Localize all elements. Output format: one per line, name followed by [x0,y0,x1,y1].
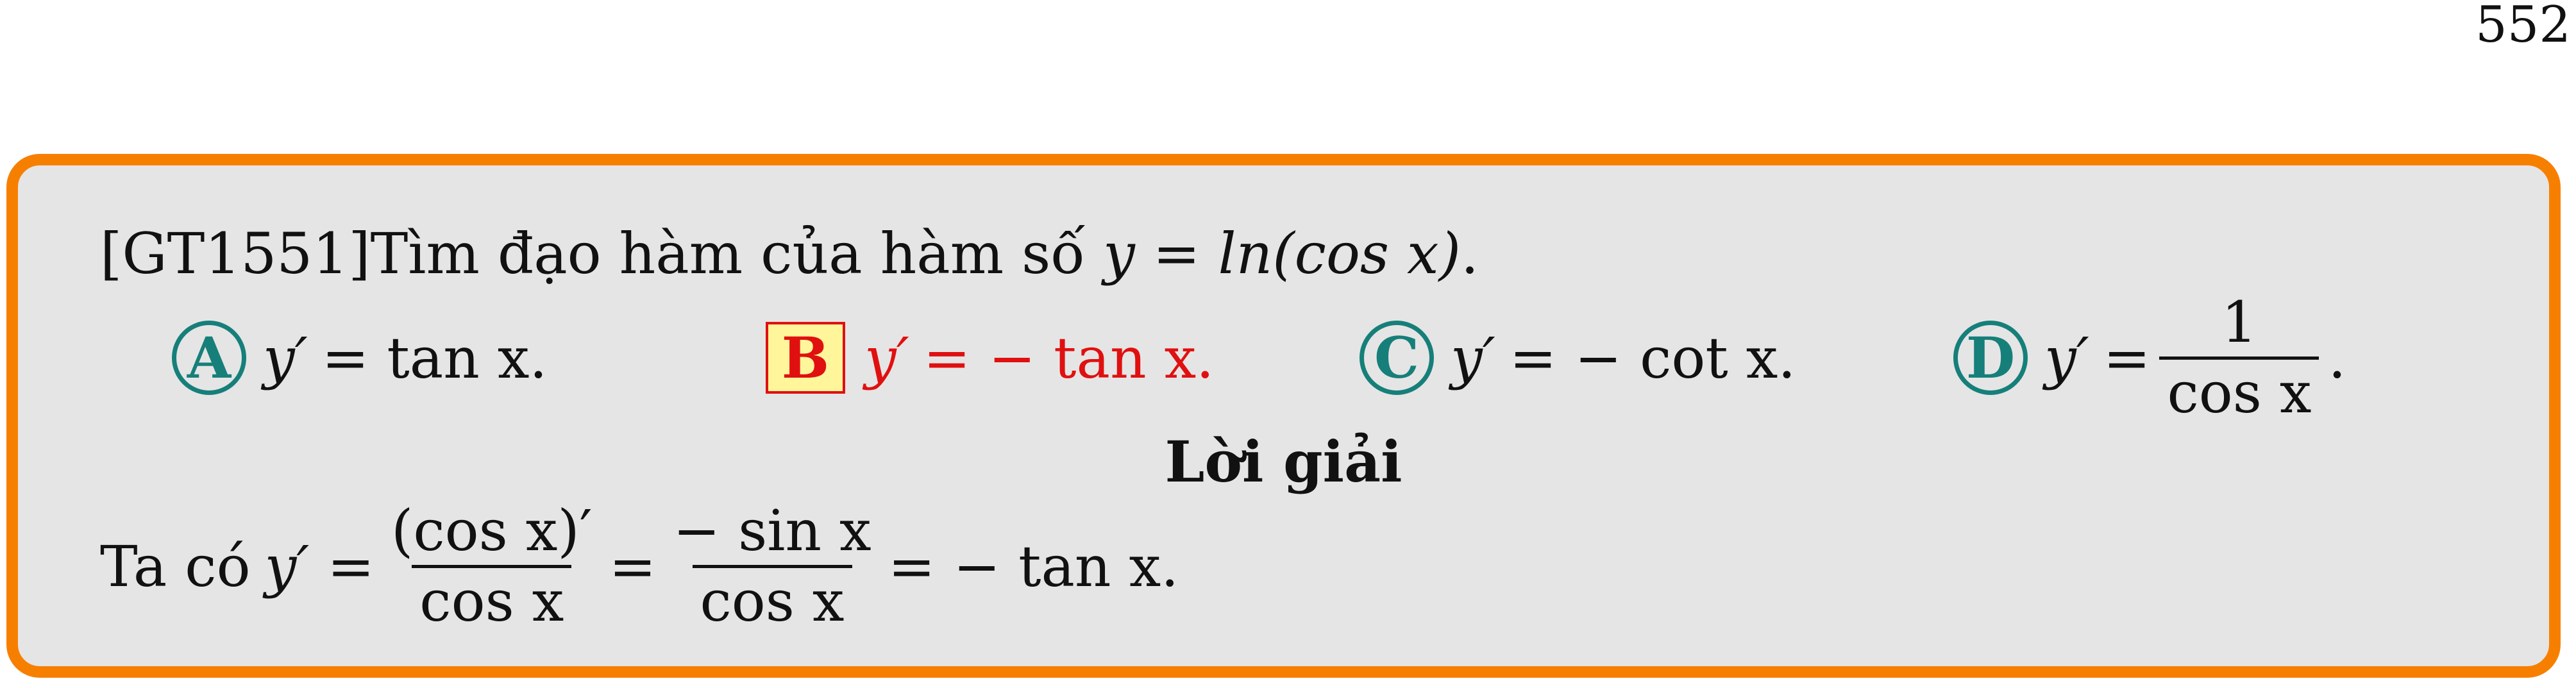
choice-a-rhs: = tan x. [321,324,548,391]
choice-c-label: C [1360,321,1434,395]
choice-d-fraction [2159,289,2319,426]
choice-b-lhs: y′ [864,324,909,391]
fraction-2-denominator: cos x [693,565,852,631]
solution-fraction-1 [383,498,600,634]
choice-c-rhs: = − cot x. [1509,324,1796,391]
choice-d[interactable] [1953,289,2346,426]
choice-d-eq: = [2103,324,2151,391]
problem-box [6,154,2561,678]
question-end: . [1461,221,1479,287]
choice-b-label: B [766,322,845,394]
page-number: 552 [2475,0,2571,54]
choice-c-lhs: y′ [1451,324,1495,391]
question-function: y = ln(cos x) [1103,221,1461,287]
solution-fraction-2 [665,498,879,634]
question-id: [GT1551] [100,221,371,287]
solution-result: = − tan x. [888,533,1179,600]
choice-d-denominator: cos x [2159,357,2319,423]
choice-a[interactable] [172,313,548,403]
question-text [100,221,1479,287]
solution-text [100,486,1179,646]
fraction-1-denominator: cos x [412,565,571,631]
solution-title: Lời giải [1165,428,1402,495]
choice-d-label: D [1953,321,2028,395]
fraction-2-numerator: − sin x [673,498,871,564]
question-prompt: Tìm đạo hàm của hàm số [370,221,1104,287]
choice-d-numerator: 1 [2221,289,2257,356]
solution-intro: Ta có [100,533,251,600]
solution-eq: = [609,533,657,600]
choice-d-lhs: y′ [2044,324,2089,391]
choice-b-rhs: = − tan x. [923,324,1215,391]
choice-a-lhs: y′ [263,324,308,391]
solution-lhs: y′ = [264,533,375,600]
choice-d-end: . [2328,324,2346,391]
choice-a-label: A [172,321,246,395]
fraction-1-numerator: (cos x)′ [391,498,593,564]
choice-c[interactable] [1360,313,1796,403]
choice-b[interactable] [766,313,1214,403]
